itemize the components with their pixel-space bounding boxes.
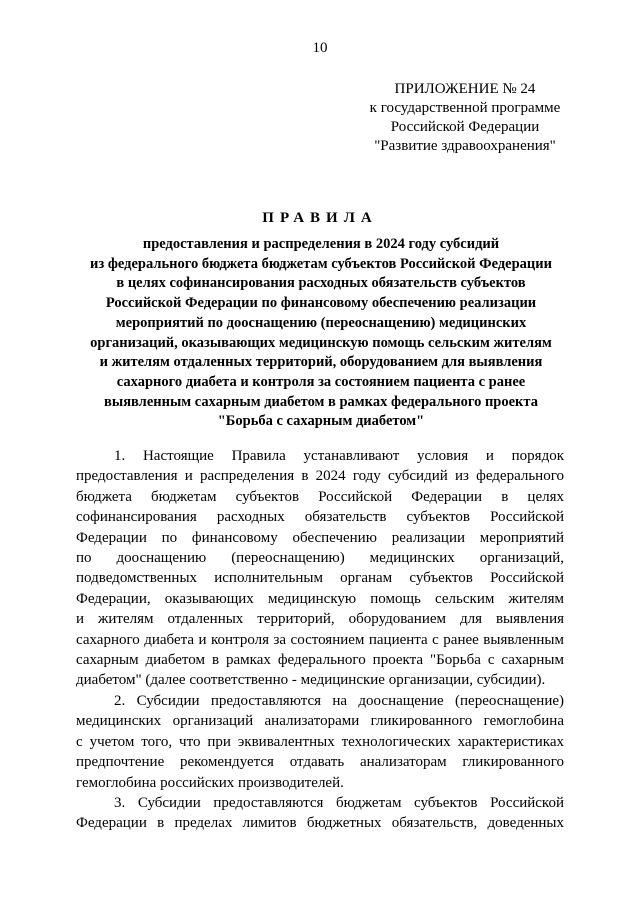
paragraph-line: диабетом" (далее соответственно - медицинские организации, субсидии). xyxy=(76,672,546,689)
subtitle-line: "Борьба с сахарным диабетом" xyxy=(217,413,425,430)
paragraph-line: Федерации в пределах лимитов бюджетных обязательств, доведенных xyxy=(76,815,564,832)
subtitle-line: и жителям отдаленных территорий, оборудованием для выявления xyxy=(99,354,543,371)
page-number: 10 xyxy=(312,40,328,56)
subtitle-line: из федерального бюджета бюджетам субъектов Российской Федерации xyxy=(90,255,552,272)
subtitle-line: выявленным сахарным диабетом в рамках федерального проекта xyxy=(104,393,538,410)
paragraph-line: 1. Настоящие Правила устанавливают условия и порядок xyxy=(114,448,564,464)
appendix-line: "Развитие здравоохранения" xyxy=(374,138,556,154)
document-heading: ПРАВИЛА xyxy=(262,210,378,226)
paragraph-line: Федерации по финансовому обеспечению реализации мероприятий xyxy=(76,529,564,546)
subtitle-line: сахарного диабета и контроля за состоянием пациента с ранее xyxy=(116,373,526,390)
subtitle-line: мероприятий по дооснащению (переоснащению) медицинских xyxy=(115,314,527,331)
paragraph-line: предоставления и распределения в 2024 году субсидий из федерального xyxy=(76,468,564,485)
subtitle-line: предоставления и распределения в 2024 году субсидий xyxy=(142,236,500,252)
paragraph-line: бюджета бюджетам субъектов Российской Федерации в целях xyxy=(76,488,564,505)
subtitle-line: Российской Федерации по финансовому обеспечению реализации xyxy=(105,295,537,312)
paragraph-line: сахарным диабетом в рамках федерального проекта "Борьба с сахарным xyxy=(76,652,564,669)
paragraph-line: софинансирования расходных обязательств субъектов Российской xyxy=(76,509,564,526)
paragraph-1 xyxy=(76,446,564,691)
subtitle-line: организаций, оказывающих медицинскую помощь сельским жителям xyxy=(90,334,552,351)
paragraph-line: предпочтение рекомендуется отдавать анализаторам гликированного xyxy=(76,754,564,771)
appendix-block xyxy=(350,80,580,156)
document-subtitle xyxy=(74,235,568,432)
paragraph-line: с учетом того, что при эквивалентных технологических характеристиках xyxy=(76,733,564,750)
appendix-line: к государственной программе xyxy=(369,100,561,116)
paragraph-line: Федерации, оказывающих медицинскую помощь сельским жителям xyxy=(76,590,564,607)
paragraph-line: подведомственных исполнительным органам субъектов Российской xyxy=(76,570,564,587)
paragraph-line: и жителям отдаленных территорий, оборудованием для выявления xyxy=(76,611,564,628)
appendix-title: ПРИЛОЖЕНИЕ № 24 xyxy=(394,81,536,97)
subtitle-line: в целях софинансирования расходных обязательств субъектов xyxy=(116,275,526,292)
paragraph-line: 2. Субсидии предоставляются на дооснащение (переоснащение) xyxy=(114,692,564,709)
document-body xyxy=(76,446,564,834)
paragraph-2 xyxy=(76,691,564,793)
appendix-line: Российской Федерации xyxy=(390,119,540,135)
paragraph-line: сахарного диабета и контроля за состоянием пациента с ранее выявленным xyxy=(76,631,564,648)
paragraph-line: медицинских организаций анализаторами гликированного гемоглобина xyxy=(76,713,564,730)
paragraph-line: по дооснащению (переоснащению) медицинских организаций, xyxy=(76,550,564,567)
paragraph-line: 3. Субсидии предоставляются бюджетам субъектов Российской xyxy=(114,794,564,811)
paragraph-3 xyxy=(76,793,564,834)
paragraph-line: гемоглобина российских производителей. xyxy=(76,774,344,791)
